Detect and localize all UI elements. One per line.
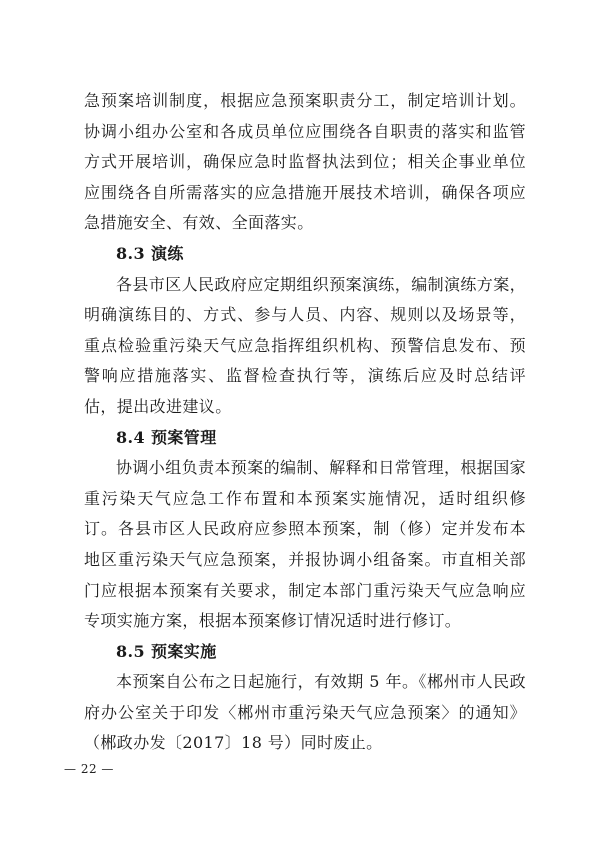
- page-number: — 22 —: [64, 762, 114, 776]
- section-paragraph-8-5: 本预案自公布之日起施行，有效期 5 年。《郴州市人民政府办公室关于印发〈郴州市重污染天气应急预案〉的通知》（郴政办发〔2017〕18 号）同时废止。: [84, 672, 526, 753]
- section-heading-8-4: 8.4 预案管理: [116, 427, 217, 447]
- section-paragraph-8-4: 协调小组负责本预案的编制、解释和日常管理，根据国家重污染天气应急工作布置和本预案实施情况，适时组织修订。各县市区人民政府应参照本预案，制（修）定并发布本地区重污染天气应急预案，并报协调小组备案。市直相关部门应根据本预案有关要求，制定本部门重污染天气应急响应专项实施方案，根据本预案修订情况适时进行修订。: [84, 458, 527, 631]
- section-paragraph-8-3: 各县市区人民政府应定期组织预案演练，编制演练方案，明确演练目的、方式、参与人员、内容、规则以及场景等，重点检验重污染天气应急指挥组织机构、预警信息发布、预警响应措施落实、监督检查执行等，演练后应及时总结评估，提出改进建议。: [84, 274, 527, 416]
- section-heading-8-5: 8.5 预案实施: [116, 641, 217, 661]
- intro-paragraph: 急预案培训制度，根据应急预案职责分工，制定培训计划。协调小组办公室和各成员单位应围绕各自职责的落实和监管方式开展培训，确保应急时监督执法到位；相关企事业单位应围绕各自所需落实的应急措施开展技术培训，确保各项应急措施安全、有效、全面落实。: [84, 91, 526, 233]
- section-heading-8-3: 8.3 演练: [116, 243, 184, 263]
- document-page: [84, 86, 526, 759]
